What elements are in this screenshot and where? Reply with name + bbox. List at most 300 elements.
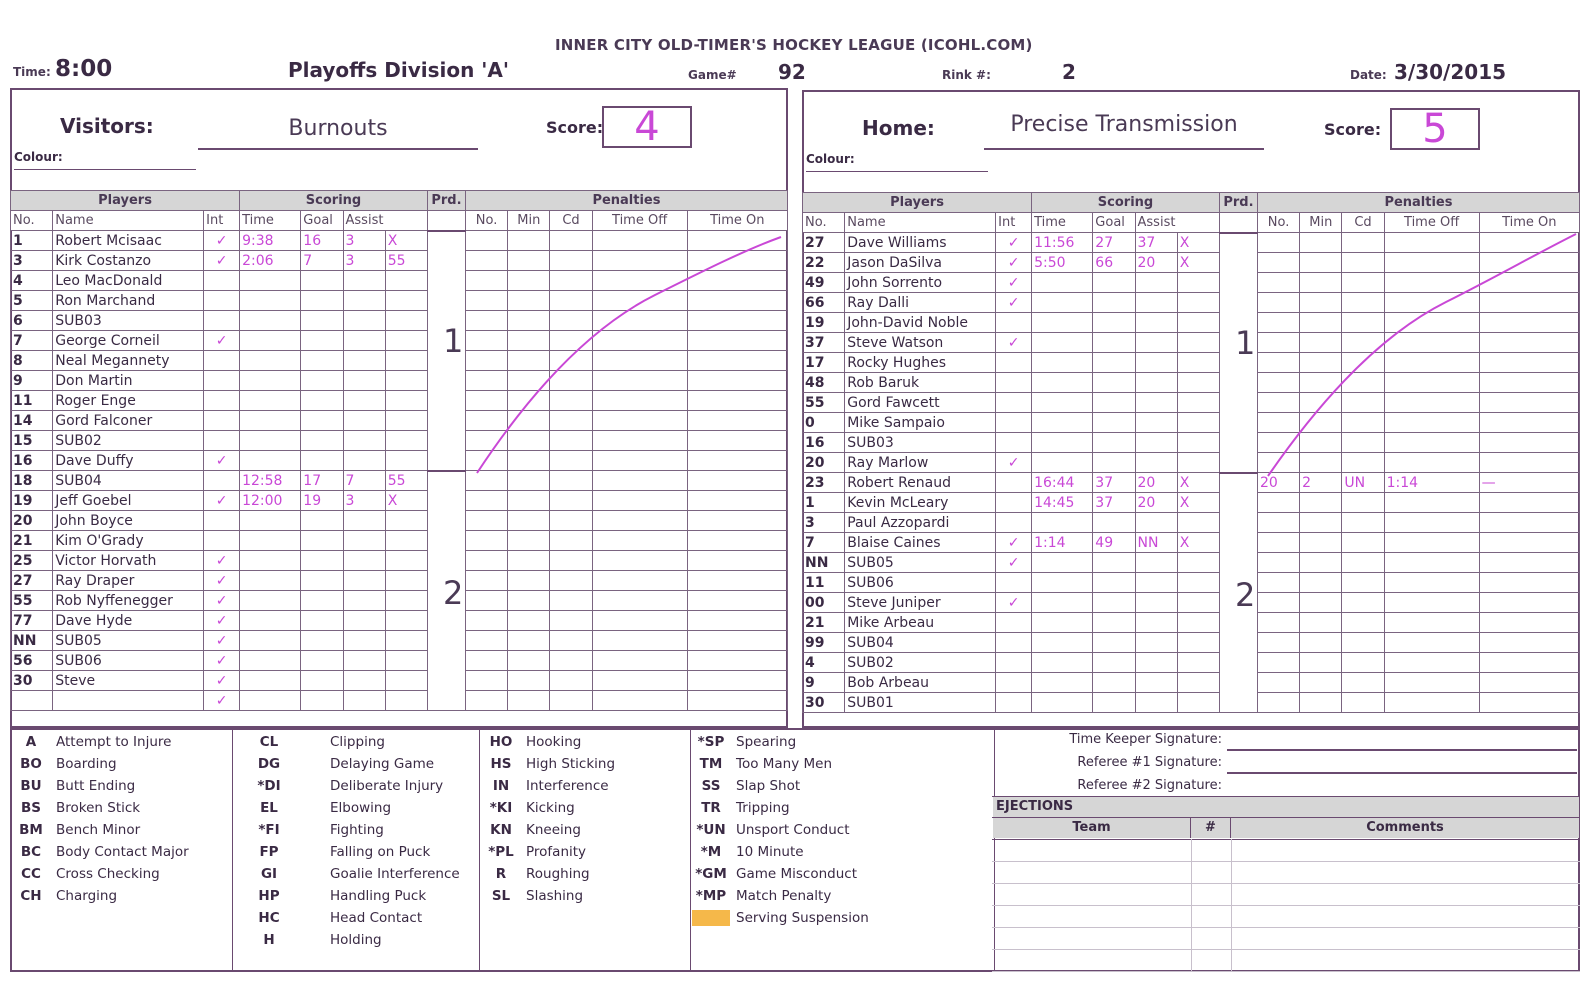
penalty-min[interactable] [508, 671, 550, 691]
penalty-on[interactable] [687, 691, 787, 711]
goal-time[interactable] [1032, 413, 1093, 433]
penalty-off[interactable] [592, 491, 687, 511]
goal-time[interactable] [1032, 553, 1093, 573]
penalty-no[interactable] [465, 531, 507, 551]
player-name[interactable]: Ray Dalli [845, 293, 996, 313]
player-number[interactable]: 23 [803, 473, 845, 493]
player-int-check[interactable] [996, 653, 1032, 673]
player-number[interactable]: 55 [11, 591, 53, 611]
penalty-cd[interactable] [1342, 533, 1384, 553]
assist-2[interactable] [385, 351, 427, 371]
goal-time[interactable] [240, 291, 301, 311]
penalty-on[interactable] [1479, 573, 1579, 593]
penalty-no[interactable] [465, 611, 507, 631]
player-number[interactable]: 16 [11, 451, 53, 471]
assist-1[interactable] [343, 391, 385, 411]
goal-scorer[interactable] [1093, 613, 1135, 633]
penalty-cd[interactable] [550, 611, 592, 631]
assist-2[interactable] [1177, 553, 1219, 573]
goal-scorer[interactable]: 27 [1093, 233, 1135, 253]
player-int-check[interactable] [996, 413, 1032, 433]
penalty-min[interactable] [1300, 693, 1342, 713]
assist-2[interactable]: X [1177, 473, 1219, 493]
player-name[interactable]: Mike Arbeau [845, 613, 996, 633]
player-number[interactable]: 21 [803, 613, 845, 633]
player-number[interactable]: 1 [803, 493, 845, 513]
goal-time[interactable] [1032, 673, 1093, 693]
player-name[interactable]: SUB02 [53, 431, 204, 451]
assist-2[interactable] [1177, 433, 1219, 453]
goal-time[interactable] [1032, 273, 1093, 293]
player-number[interactable]: 30 [11, 671, 53, 691]
player-int-check[interactable]: ✓ [996, 533, 1032, 553]
penalty-min[interactable] [508, 611, 550, 631]
player-number[interactable]: 17 [803, 353, 845, 373]
penalty-min[interactable] [1300, 573, 1342, 593]
player-int-check[interactable] [996, 633, 1032, 653]
player-int-check[interactable]: ✓ [204, 251, 240, 271]
player-number[interactable]: NN [803, 553, 845, 573]
penalty-on[interactable] [687, 631, 787, 651]
player-number[interactable]: 1 [11, 231, 53, 251]
penalty-min[interactable] [1300, 533, 1342, 553]
goal-time[interactable] [1032, 513, 1093, 533]
assist-2[interactable] [385, 691, 427, 711]
penalty-min[interactable] [1300, 633, 1342, 653]
goal-time[interactable] [1032, 453, 1093, 473]
player-name[interactable]: George Corneil [53, 331, 204, 351]
penalty-cd[interactable]: UN [1342, 473, 1384, 493]
goal-time[interactable] [240, 671, 301, 691]
goal-scorer[interactable] [1093, 673, 1135, 693]
penalty-no[interactable] [1257, 593, 1299, 613]
penalty-off[interactable] [1384, 593, 1479, 613]
player-name[interactable]: SUB05 [53, 631, 204, 651]
penalty-on[interactable] [687, 591, 787, 611]
player-number[interactable]: 0 [803, 413, 845, 433]
player-name[interactable]: SUB04 [845, 633, 996, 653]
player-int-check[interactable] [996, 353, 1032, 373]
assist-1[interactable] [1135, 553, 1177, 573]
assist-2[interactable]: X [1177, 493, 1219, 513]
goal-time[interactable]: 9:38 [240, 231, 301, 251]
goal-scorer[interactable] [1093, 273, 1135, 293]
assist-1[interactable] [343, 411, 385, 431]
goal-scorer[interactable]: 16 [301, 231, 343, 251]
penalty-min[interactable] [1300, 513, 1342, 533]
player-number[interactable]: 19 [11, 491, 53, 511]
goal-scorer[interactable] [301, 691, 343, 711]
player-int-check[interactable]: ✓ [204, 691, 240, 711]
assist-1[interactable] [343, 371, 385, 391]
assist-1[interactable] [1135, 513, 1177, 533]
player-name[interactable]: Robert Mcisaac [53, 231, 204, 251]
goal-scorer[interactable] [301, 531, 343, 551]
penalty-off[interactable] [592, 631, 687, 651]
assist-2[interactable] [385, 391, 427, 411]
player-int-check[interactable] [996, 673, 1032, 693]
assist-2[interactable] [385, 551, 427, 571]
goal-time[interactable] [240, 311, 301, 331]
player-number[interactable]: NN [11, 631, 53, 651]
goal-scorer[interactable] [301, 611, 343, 631]
player-number[interactable]: 8 [11, 351, 53, 371]
assist-1[interactable]: 7 [343, 471, 385, 491]
penalty-cd[interactable] [1342, 573, 1384, 593]
player-name[interactable]: Bob Arbeau [845, 673, 996, 693]
assist-2[interactable] [385, 651, 427, 671]
penalty-min[interactable] [508, 631, 550, 651]
goal-scorer[interactable] [301, 631, 343, 651]
assist-1[interactable] [1135, 653, 1177, 673]
goal-time[interactable]: 2:06 [240, 251, 301, 271]
player-number[interactable]: 11 [11, 391, 53, 411]
penalty-off[interactable] [592, 531, 687, 551]
goal-time[interactable] [240, 651, 301, 671]
player-int-check[interactable] [204, 531, 240, 551]
penalty-off[interactable] [592, 651, 687, 671]
penalty-on[interactable] [687, 491, 787, 511]
assist-2[interactable] [1177, 693, 1219, 713]
assist-2[interactable] [1177, 633, 1219, 653]
player-number[interactable]: 25 [11, 551, 53, 571]
goal-scorer[interactable] [301, 351, 343, 371]
assist-2[interactable] [1177, 353, 1219, 373]
player-int-check[interactable] [996, 693, 1032, 713]
goal-scorer[interactable] [301, 571, 343, 591]
goal-scorer[interactable]: 37 [1093, 493, 1135, 513]
assist-2[interactable] [1177, 613, 1219, 633]
player-int-check[interactable] [204, 291, 240, 311]
penalty-no[interactable]: 20 [1257, 473, 1299, 493]
assist-2[interactable] [1177, 673, 1219, 693]
goal-scorer[interactable] [1093, 313, 1135, 333]
penalty-off[interactable] [1384, 573, 1479, 593]
penalty-off[interactable]: 1:14 [1384, 473, 1479, 493]
penalty-no[interactable] [465, 491, 507, 511]
penalty-off[interactable] [592, 571, 687, 591]
player-int-check[interactable] [996, 573, 1032, 593]
player-number[interactable]: 22 [803, 253, 845, 273]
player-number[interactable]: 20 [803, 453, 845, 473]
player-number[interactable]: 19 [803, 313, 845, 333]
assist-2[interactable] [385, 531, 427, 551]
goal-scorer[interactable] [1093, 333, 1135, 353]
goal-scorer[interactable] [301, 391, 343, 411]
goal-time[interactable] [1032, 593, 1093, 613]
player-name[interactable]: John Boyce [53, 511, 204, 531]
penalty-on[interactable] [1479, 693, 1579, 713]
penalty-no[interactable] [1257, 533, 1299, 553]
assist-2[interactable] [1177, 513, 1219, 533]
goal-scorer[interactable] [301, 671, 343, 691]
penalty-on[interactable] [1479, 653, 1579, 673]
penalty-cd[interactable] [1342, 553, 1384, 573]
penalty-off[interactable] [592, 591, 687, 611]
goal-scorer[interactable] [1093, 653, 1135, 673]
penalty-no[interactable] [465, 551, 507, 571]
assist-1[interactable] [343, 431, 385, 451]
player-name[interactable]: SUB03 [53, 311, 204, 331]
penalty-cd[interactable] [1342, 613, 1384, 633]
assist-1[interactable] [1135, 573, 1177, 593]
goal-time[interactable]: 12:00 [240, 491, 301, 511]
player-int-check[interactable]: ✓ [204, 571, 240, 591]
penalty-min[interactable] [508, 651, 550, 671]
penalty-off[interactable] [1384, 553, 1479, 573]
assist-2[interactable] [1177, 373, 1219, 393]
goal-scorer[interactable] [301, 371, 343, 391]
goal-scorer[interactable] [1093, 633, 1135, 653]
player-number[interactable]: 27 [11, 571, 53, 591]
assist-1[interactable]: 20 [1135, 473, 1177, 493]
assist-2[interactable] [385, 611, 427, 631]
goal-scorer[interactable] [301, 651, 343, 671]
player-int-check[interactable] [996, 393, 1032, 413]
assist-2[interactable] [385, 331, 427, 351]
penalty-cd[interactable] [1342, 653, 1384, 673]
goal-time[interactable] [240, 511, 301, 531]
goal-time[interactable] [1032, 613, 1093, 633]
player-name[interactable]: Ron Marchand [53, 291, 204, 311]
penalty-off[interactable] [1384, 613, 1479, 633]
player-number[interactable]: 48 [803, 373, 845, 393]
goal-time[interactable] [1032, 373, 1093, 393]
penalty-on[interactable] [1479, 593, 1579, 613]
player-int-check[interactable]: ✓ [204, 451, 240, 471]
assist-1[interactable]: 3 [343, 231, 385, 251]
goal-time[interactable]: 11:56 [1032, 233, 1093, 253]
penalty-on[interactable] [1479, 613, 1579, 633]
goal-scorer[interactable]: 19 [301, 491, 343, 511]
assist-1[interactable]: 20 [1135, 493, 1177, 513]
goal-time[interactable] [240, 371, 301, 391]
assist-1[interactable] [343, 351, 385, 371]
goal-time[interactable] [1032, 353, 1093, 373]
goal-scorer[interactable]: 37 [1093, 473, 1135, 493]
player-int-check[interactable] [204, 311, 240, 331]
penalty-min[interactable] [508, 551, 550, 571]
player-name[interactable]: Rob Nyffenegger [53, 591, 204, 611]
penalty-on[interactable] [1479, 633, 1579, 653]
penalty-on[interactable] [687, 671, 787, 691]
player-number[interactable]: 9 [11, 371, 53, 391]
penalty-off[interactable] [1384, 693, 1479, 713]
assist-2[interactable] [385, 571, 427, 591]
assist-1[interactable] [343, 611, 385, 631]
penalty-cd[interactable] [1342, 673, 1384, 693]
assist-2[interactable] [385, 671, 427, 691]
penalty-off[interactable] [592, 551, 687, 571]
player-int-check[interactable] [996, 373, 1032, 393]
penalty-on[interactable]: — [1479, 473, 1579, 493]
player-name[interactable]: SUB06 [845, 573, 996, 593]
penalty-cd[interactable] [1342, 633, 1384, 653]
penalty-off[interactable] [592, 691, 687, 711]
player-int-check[interactable]: ✓ [996, 253, 1032, 273]
player-int-check[interactable] [204, 431, 240, 451]
referee1-signature-line[interactable] [1227, 772, 1577, 774]
goal-time[interactable] [240, 391, 301, 411]
goal-time[interactable] [1032, 693, 1093, 713]
goal-time[interactable] [240, 271, 301, 291]
player-int-check[interactable]: ✓ [204, 331, 240, 351]
assist-1[interactable] [1135, 273, 1177, 293]
penalty-on[interactable] [687, 551, 787, 571]
player-int-check[interactable]: ✓ [996, 293, 1032, 313]
player-number[interactable]: 27 [803, 233, 845, 253]
player-name[interactable]: Kirk Costanzo [53, 251, 204, 271]
assist-2[interactable]: X [385, 231, 427, 251]
assist-2[interactable] [1177, 573, 1219, 593]
assist-1[interactable] [343, 571, 385, 591]
player-number[interactable]: 9 [803, 673, 845, 693]
assist-1[interactable] [343, 291, 385, 311]
goal-scorer[interactable] [301, 271, 343, 291]
player-int-check[interactable] [996, 613, 1032, 633]
goal-time[interactable] [240, 351, 301, 371]
penalty-no[interactable] [1257, 693, 1299, 713]
penalty-no[interactable] [465, 631, 507, 651]
player-number[interactable]: 77 [11, 611, 53, 631]
goal-scorer[interactable]: 17 [301, 471, 343, 491]
penalty-off[interactable] [1384, 493, 1479, 513]
assist-1[interactable] [1135, 673, 1177, 693]
player-number[interactable]: 66 [803, 293, 845, 313]
goal-scorer[interactable] [1093, 513, 1135, 533]
player-number[interactable]: 20 [11, 511, 53, 531]
assist-2[interactable] [1177, 593, 1219, 613]
player-name[interactable]: Dave Duffy [53, 451, 204, 471]
assist-1[interactable] [343, 631, 385, 651]
goal-scorer[interactable] [1093, 553, 1135, 573]
goal-time[interactable] [1032, 653, 1093, 673]
penalty-cd[interactable] [1342, 513, 1384, 533]
player-name[interactable]: Dave Hyde [53, 611, 204, 631]
player-name[interactable]: Dave Williams [845, 233, 996, 253]
goal-time[interactable] [240, 551, 301, 571]
assist-2[interactable]: 55 [385, 471, 427, 491]
penalty-min[interactable] [1300, 673, 1342, 693]
assist-1[interactable]: NN [1135, 533, 1177, 553]
player-number[interactable]: 56 [11, 651, 53, 671]
player-name[interactable]: Roger Enge [53, 391, 204, 411]
player-int-check[interactable] [996, 513, 1032, 533]
player-int-check[interactable] [204, 271, 240, 291]
penalty-cd[interactable] [550, 691, 592, 711]
player-name[interactable]: Kim O'Grady [53, 531, 204, 551]
goal-time[interactable] [1032, 313, 1093, 333]
player-number[interactable]: 3 [803, 513, 845, 533]
goal-scorer[interactable] [301, 331, 343, 351]
player-number[interactable]: 15 [11, 431, 53, 451]
player-name[interactable]: Gord Falconer [53, 411, 204, 431]
assist-1[interactable] [1135, 393, 1177, 413]
player-int-check[interactable]: ✓ [996, 233, 1032, 253]
player-int-check[interactable]: ✓ [996, 333, 1032, 353]
assist-1[interactable] [1135, 453, 1177, 473]
player-int-check[interactable]: ✓ [204, 491, 240, 511]
assist-1[interactable] [1135, 333, 1177, 353]
penalty-cd[interactable] [550, 531, 592, 551]
player-name[interactable]: Victor Horvath [53, 551, 204, 571]
assist-2[interactable]: X [385, 491, 427, 511]
penalty-off[interactable] [1384, 653, 1479, 673]
player-name[interactable]: SUB06 [53, 651, 204, 671]
assist-2[interactable] [1177, 333, 1219, 353]
assist-1[interactable] [343, 671, 385, 691]
penalty-on[interactable] [1479, 513, 1579, 533]
player-int-check[interactable]: ✓ [996, 453, 1032, 473]
player-int-check[interactable] [204, 511, 240, 531]
player-number[interactable]: 7 [11, 331, 53, 351]
goal-time[interactable] [1032, 633, 1093, 653]
player-name[interactable]: SUB04 [53, 471, 204, 491]
penalty-min[interactable] [508, 511, 550, 531]
assist-1[interactable] [1135, 353, 1177, 373]
player-name[interactable]: Leo MacDonald [53, 271, 204, 291]
penalty-on[interactable] [687, 511, 787, 531]
goal-time[interactable] [1032, 393, 1093, 413]
penalty-off[interactable] [1384, 673, 1479, 693]
penalty-no[interactable] [465, 571, 507, 591]
player-number[interactable]: 14 [11, 411, 53, 431]
player-number[interactable]: 55 [803, 393, 845, 413]
goal-scorer[interactable] [1093, 433, 1135, 453]
assist-1[interactable] [343, 311, 385, 331]
player-name[interactable]: Ray Marlow [845, 453, 996, 473]
goal-time[interactable] [1032, 293, 1093, 313]
assist-1[interactable] [1135, 313, 1177, 333]
player-int-check[interactable] [996, 433, 1032, 453]
penalty-on[interactable] [1479, 493, 1579, 513]
player-int-check[interactable] [204, 411, 240, 431]
player-name[interactable]: Blaise Caines [845, 533, 996, 553]
assist-1[interactable] [343, 271, 385, 291]
penalty-on[interactable] [687, 531, 787, 551]
player-name[interactable]: Neal Megannety [53, 351, 204, 371]
player-name[interactable]: SUB01 [845, 693, 996, 713]
player-name[interactable]: John-David Noble [845, 313, 996, 333]
penalty-cd[interactable] [550, 511, 592, 531]
goal-scorer[interactable] [1093, 353, 1135, 373]
assist-2[interactable]: X [1177, 253, 1219, 273]
assist-1[interactable] [343, 331, 385, 351]
timekeeper-signature-line[interactable] [1227, 749, 1577, 751]
assist-2[interactable] [385, 371, 427, 391]
penalty-min[interactable] [1300, 613, 1342, 633]
player-name[interactable]: John Sorrento [845, 273, 996, 293]
penalty-cd[interactable] [550, 571, 592, 591]
penalty-off[interactable] [1384, 533, 1479, 553]
assist-2[interactable]: X [1177, 233, 1219, 253]
assist-2[interactable] [385, 311, 427, 331]
assist-2[interactable] [385, 631, 427, 651]
goal-scorer[interactable] [1093, 373, 1135, 393]
player-int-check[interactable] [204, 391, 240, 411]
goal-scorer[interactable] [301, 511, 343, 531]
player-int-check[interactable] [996, 473, 1032, 493]
assist-1[interactable] [343, 691, 385, 711]
goal-scorer[interactable]: 66 [1093, 253, 1135, 273]
player-int-check[interactable]: ✓ [204, 671, 240, 691]
player-int-check[interactable] [204, 351, 240, 371]
penalty-no[interactable] [465, 591, 507, 611]
assist-2[interactable] [1177, 413, 1219, 433]
assist-1[interactable] [343, 511, 385, 531]
player-int-check[interactable] [204, 371, 240, 391]
assist-1[interactable]: 20 [1135, 253, 1177, 273]
